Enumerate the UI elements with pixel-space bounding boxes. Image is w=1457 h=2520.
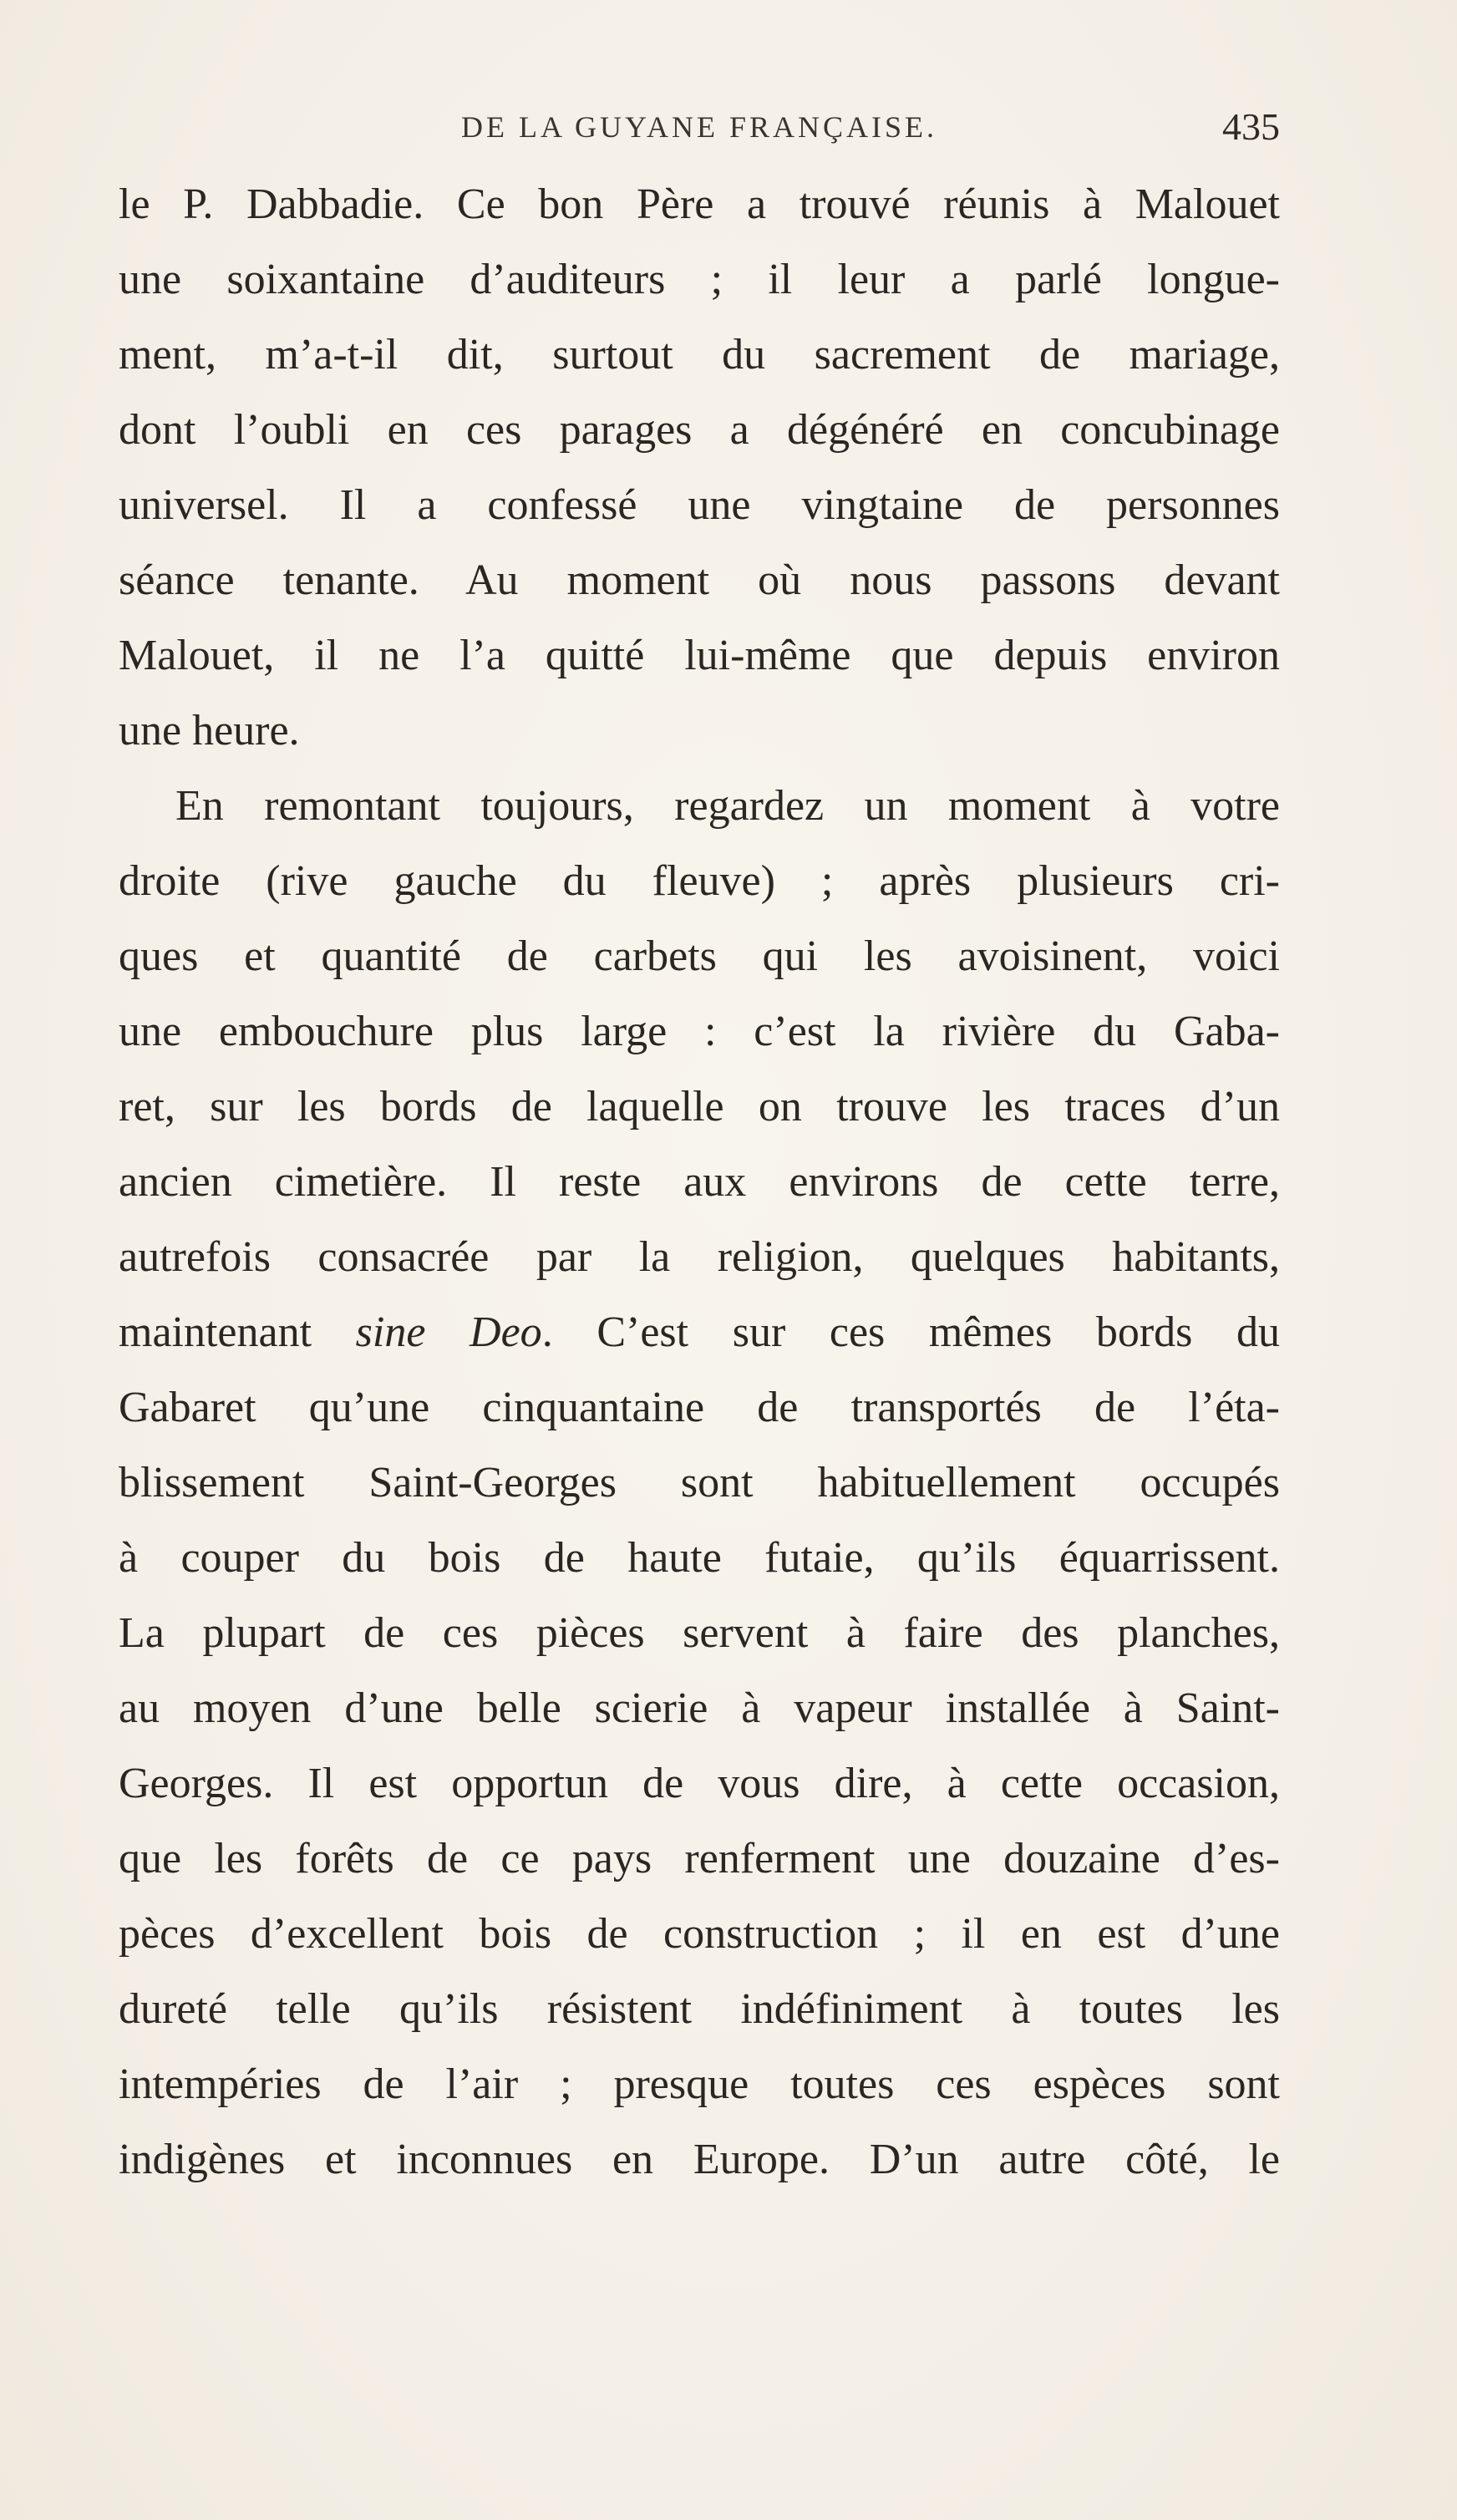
text-line: autrefois consacrée par la religion, quelques habitants, bbox=[119, 1233, 1280, 1281]
text-line: indigènes et inconnues en Europe. D’un autre côté, le bbox=[119, 2136, 1280, 2183]
text-line: Georges. Il est opportun de vous dire, à cette occasion, bbox=[119, 1760, 1280, 1807]
text-line: une soixantaine d’auditeurs ; il leur a parlé longue- bbox=[119, 256, 1280, 303]
text-line: au moyen d’une belle scierie à vapeur installée à Saint- bbox=[119, 1684, 1280, 1732]
text-line: ancien cimetière. Il reste aux environs de cette terre, bbox=[119, 1158, 1280, 1206]
text-line: Gabaret qu’une cinquantaine de transportés de l’éta- bbox=[119, 1384, 1280, 1431]
text-line: universel. Il a confessé une vingtaine de personnes bbox=[119, 481, 1280, 529]
text-segment: . C’est sur ces mêmes bords du bbox=[541, 1308, 1280, 1356]
text-line: le P. Dabbadie. Ce bon Père a trouvé réunis à Malouet bbox=[119, 180, 1280, 228]
text-line: dont l’oubli en ces parages a dégénéré en concubinage bbox=[119, 406, 1280, 454]
text-line: La plupart de ces pièces servent à faire des planches, bbox=[119, 1609, 1280, 1657]
running-head bbox=[119, 102, 1280, 152]
page-number: 435 bbox=[1222, 105, 1280, 148]
italic-phrase: sine Deo bbox=[355, 1308, 542, 1356]
text-line: ret, sur les bords de laquelle on trouve les traces d’un bbox=[119, 1083, 1280, 1130]
text-line: dureté telle qu’ils résistent indéfiniment à toutes les bbox=[119, 1985, 1280, 2033]
text-line: En remontant toujours, regardez un moment à votre bbox=[175, 782, 1280, 830]
text-line: droite (rive gauche du fleuve) ; après plusieurs cri- bbox=[119, 857, 1280, 905]
text-line: ques et quantité de carbets qui les avoisinent, voici bbox=[119, 932, 1280, 980]
text-line: une embouchure plus large : c’est la rivière du Gaba- bbox=[119, 1008, 1280, 1055]
text-line: à couper du bois de haute futaie, qu’ils équarrissent. bbox=[119, 1534, 1280, 1582]
text-line: une heure. bbox=[119, 707, 300, 754]
text-line: pèces d’excellent bois de construction ; il en est d’une bbox=[119, 1910, 1280, 1958]
running-title: DE LA GUYANE FRANÇAISE. bbox=[460, 110, 938, 144]
text-line: séance tenante. Au moment où nous passons devant bbox=[119, 556, 1280, 604]
text-line: intempéries de l’air ; presque toutes ces espèces sont bbox=[119, 2060, 1280, 2108]
body-text bbox=[119, 167, 1280, 2197]
text-line-with-italic bbox=[119, 1295, 1280, 1370]
text-line: Malouet, il ne l’a quitté lui-même que depuis environ bbox=[119, 632, 1280, 679]
text-line: que les forêts de ce pays renferment une douzaine d’es- bbox=[119, 1835, 1280, 1882]
text-line: blissement Saint-Georges sont habituellement occupés bbox=[119, 1459, 1280, 1506]
text-segment: maintenant bbox=[119, 1308, 312, 1356]
text-line: ment, m’a-t-il dit, surtout du sacrement de mariage, bbox=[119, 331, 1280, 379]
